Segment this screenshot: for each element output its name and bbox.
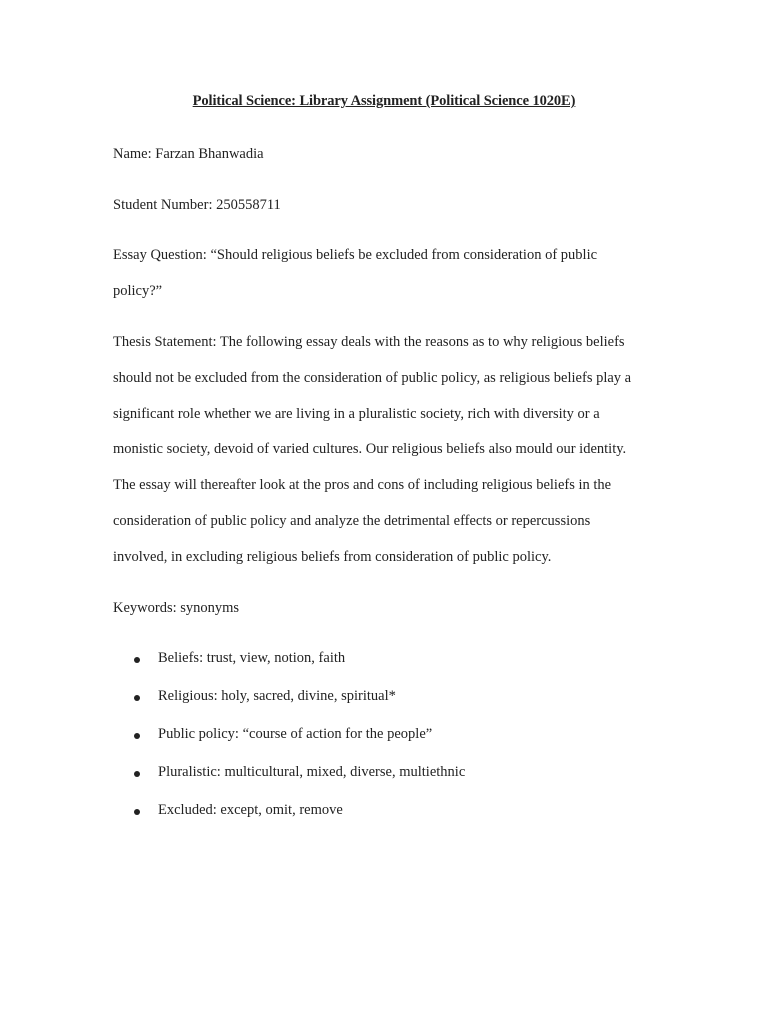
essay-question-line: policy?” bbox=[113, 282, 163, 299]
bullet-icon bbox=[134, 695, 140, 701]
keyword-text: Beliefs: trust, view, notion, faith bbox=[158, 650, 346, 666]
keyword-text: Public policy: “course of action for the people” bbox=[158, 726, 433, 742]
essay-question-line: Essay Question: “Should religious beliefs be excluded from consideration of public bbox=[113, 247, 598, 263]
bullet-icon bbox=[134, 771, 140, 777]
list-item bbox=[113, 764, 465, 802]
bullet-icon bbox=[134, 733, 140, 739]
keywords-heading: Keywords: synonyms bbox=[113, 600, 240, 616]
keyword-text: Pluralistic: multicultural, mixed, diverse, multiethnic bbox=[158, 764, 466, 780]
thesis-line: Thesis Statement: The following essay deals with the reasons as to why religious beliefs bbox=[113, 334, 625, 350]
list-item bbox=[113, 688, 465, 726]
keyword-text: Excluded: except, omit, remove bbox=[158, 802, 343, 818]
keywords-list bbox=[113, 650, 465, 840]
thesis-line: significant role whether we are living in a pluralistic society, rich with diversity or a bbox=[113, 405, 600, 422]
list-item bbox=[113, 802, 465, 840]
thesis-line: should not be excluded from the consideration of public policy, as religious beliefs play a bbox=[113, 369, 632, 386]
thesis-statement bbox=[113, 325, 663, 576]
thesis-line: involved, in excluding religious beliefs from consideration of public policy. bbox=[113, 548, 552, 565]
student-number: Student Number: 250558711 bbox=[113, 197, 281, 213]
keyword-text: Religious: holy, sacred, divine, spiritual* bbox=[158, 688, 396, 704]
thesis-line: The essay will thereafter look at the pros and cons of including religious beliefs in the bbox=[113, 477, 612, 494]
bullet-icon bbox=[134, 809, 140, 815]
student-name: Name: Farzan Bhanwadia bbox=[113, 146, 264, 162]
thesis-line: monistic society, devoid of varied cultures. Our religious beliefs also mould our identity. bbox=[113, 441, 627, 458]
list-item bbox=[113, 726, 465, 764]
thesis-line: consideration of public policy and analyze the detrimental effects or repercussions bbox=[113, 512, 591, 529]
list-item bbox=[113, 650, 465, 688]
essay-question bbox=[113, 238, 663, 310]
bullet-icon bbox=[134, 657, 140, 663]
document-title: Political Science: Library Assignment (Political Science 1020E) bbox=[192, 93, 576, 109]
